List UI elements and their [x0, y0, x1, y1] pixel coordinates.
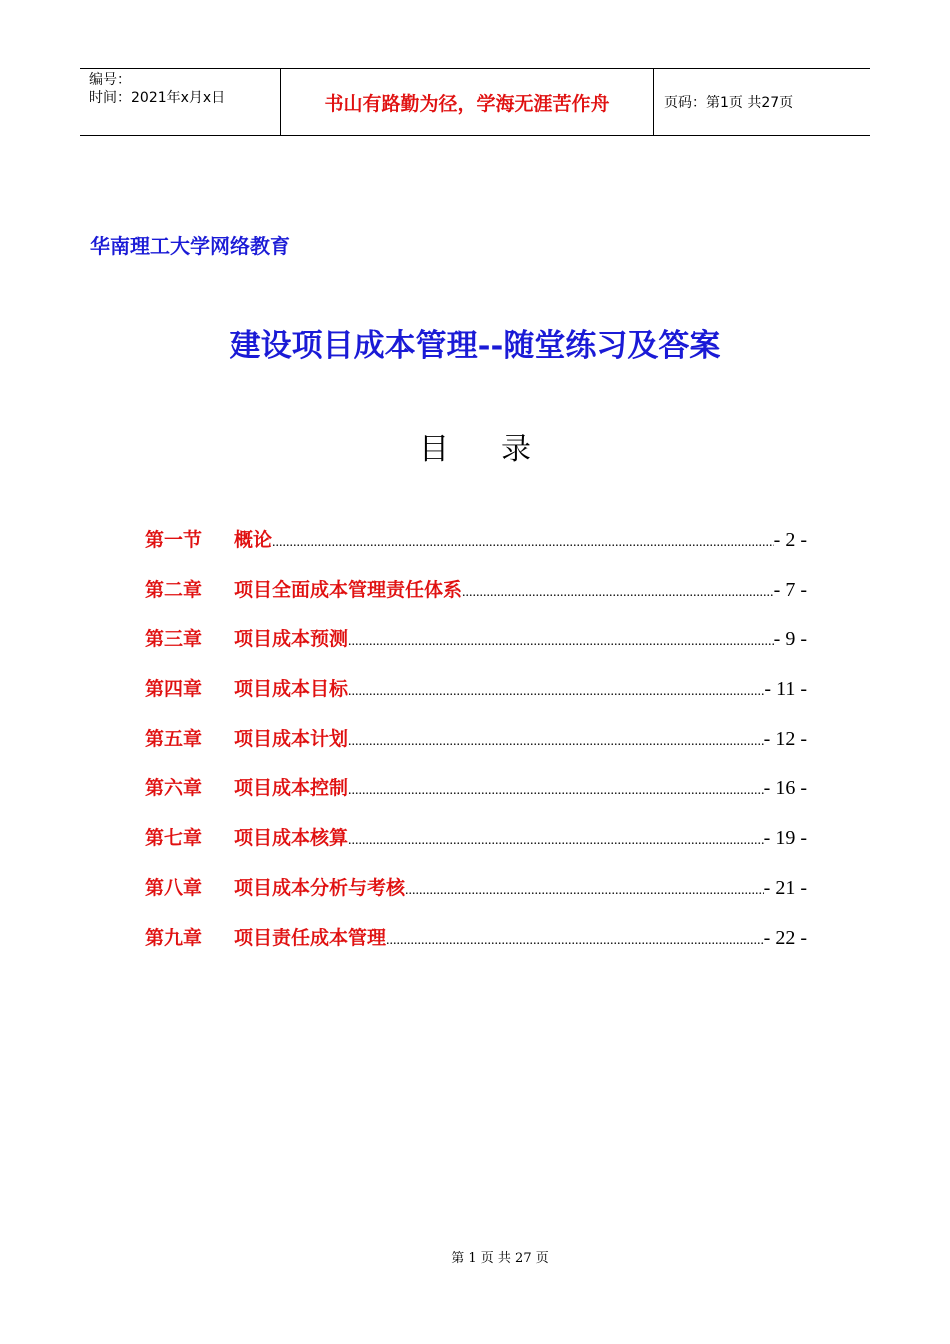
toc-page-number: - 11 -	[764, 678, 807, 701]
toc-title: 项目成本分析与考核	[234, 876, 406, 899]
toc-leader-dots	[348, 833, 764, 849]
toc-entry[interactable]	[145, 823, 807, 873]
toc-leader-dots	[348, 634, 774, 650]
toc-title: 项目成本核算	[234, 827, 349, 850]
toc-leader-dots	[348, 783, 764, 799]
toc-leader-dots	[386, 933, 764, 949]
toc-leader-dots	[405, 883, 764, 899]
toc-page-number: - 16 -	[763, 777, 807, 800]
toc-heading: 目录	[419, 432, 583, 467]
toc-title: 项目成本计划	[234, 727, 349, 750]
toc-entry[interactable]	[145, 873, 807, 923]
organization-name: 华南理工大学网络教育	[90, 234, 290, 258]
time-label: 时间：2021年x月x日	[89, 90, 226, 106]
toc-chapter: 第五章	[145, 727, 203, 750]
toc-chapter: 第八章	[145, 876, 203, 899]
toc-title: 项目成本预测	[234, 628, 349, 651]
toc-leader-dots	[348, 684, 764, 700]
header-page-info: 页码：第1页 共27页	[664, 95, 794, 111]
toc-leader-dots	[272, 535, 774, 551]
toc-entry[interactable]	[145, 525, 807, 575]
toc-page-number: - 12 -	[763, 727, 807, 750]
toc-entry[interactable]	[145, 674, 807, 724]
toc-chapter: 第九章	[145, 926, 203, 949]
toc-title: 项目责任成本管理	[234, 926, 387, 949]
toc-title: 概论	[234, 529, 273, 551]
toc-page-number: - 7 -	[773, 578, 807, 601]
toc-entry[interactable]	[145, 773, 807, 823]
number-label: 编号：	[89, 72, 131, 88]
toc-entry[interactable]	[145, 575, 807, 625]
toc-chapter: 第二章	[145, 578, 203, 601]
table-of-contents	[145, 525, 807, 972]
toc-title: 项目成本目标	[234, 678, 349, 701]
toc-page-number: - 22 -	[763, 926, 807, 949]
document-title: 建设项目成本管理--随堂练习及答案	[229, 328, 721, 364]
toc-entry[interactable]	[145, 624, 807, 674]
page-header	[80, 68, 870, 136]
toc-chapter: 第一节	[145, 529, 203, 551]
toc-page-number: - 2 -	[773, 529, 807, 551]
toc-entry[interactable]	[145, 724, 807, 774]
toc-leader-dots	[348, 734, 764, 750]
toc-page-number: - 9 -	[773, 628, 807, 651]
header-motto: 书山有路勤为径，学海无涯苦作舟	[281, 69, 654, 135]
toc-entry[interactable]	[145, 923, 807, 973]
toc-chapter: 第三章	[145, 628, 203, 651]
toc-chapter: 第七章	[145, 827, 203, 850]
toc-page-number: - 21 -	[763, 876, 807, 899]
toc-leader-dots	[462, 585, 774, 601]
toc-page-number: - 19 -	[763, 827, 807, 850]
toc-title: 项目成本控制	[234, 777, 349, 800]
header-meta	[80, 69, 281, 135]
toc-title: 项目全面成本管理责任体系	[234, 578, 463, 601]
toc-chapter: 第四章	[145, 678, 203, 701]
toc-chapter: 第六章	[145, 777, 203, 800]
page-footer: 第 1 页 共 27 页	[451, 1251, 549, 1266]
